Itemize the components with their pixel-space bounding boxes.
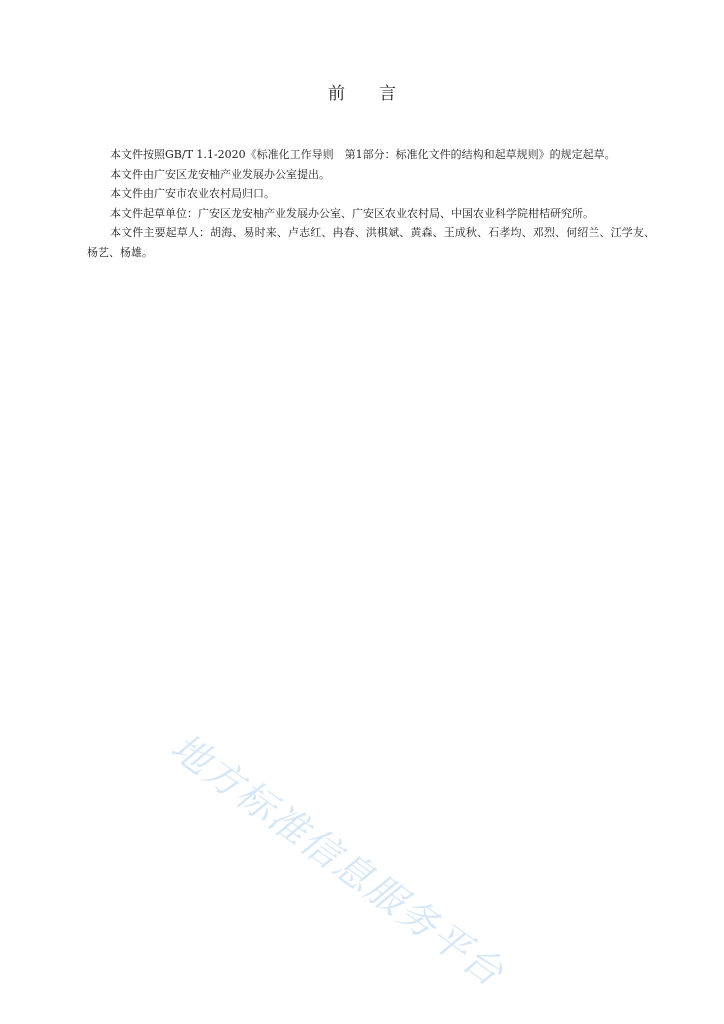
paragraph-standard-basis: 本文件按照GB/T 1.1-2020《标准化工作导则 第1部分：标准化文件的结构和起草规则》的规定起草。 <box>110 148 616 161</box>
page-title <box>0 80 724 108</box>
foreword-body <box>87 145 655 262</box>
title-char-1: 前 <box>328 84 345 104</box>
paragraph-drafting-units: 本文件起草单位：广安区龙安柚产业发展办公室、广安区农业农村局、中国农业科学院柑桔研究所。 <box>110 206 594 220</box>
paragraph-proposer: 本文件由广安区龙安柚产业发展办公室提出。 <box>110 167 330 181</box>
title-char-2: 言 <box>379 84 396 104</box>
watermark: 地方标准信息服务平台 <box>163 724 513 996</box>
paragraph-centralized-unit: 本文件由广安市农业农村局归口。 <box>110 187 275 200</box>
paragraph-drafters: 本文件主要起草人：胡海、易时来、卢志红、冉春、洪棋斌、黄森、王成秋、石孝均、邓烈、何绍兰、江学友、杨艺、杨雄。 <box>87 226 655 259</box>
